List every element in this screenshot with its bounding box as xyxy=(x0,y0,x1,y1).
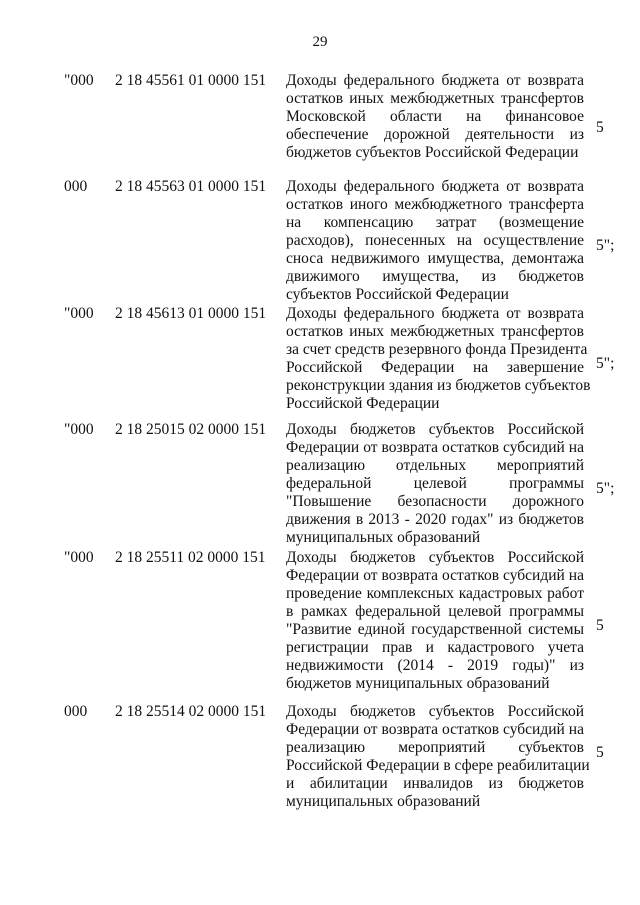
amount-value: 5 xyxy=(596,744,604,761)
description-line: недвижимости (2014 - 2019 годы)" из xyxy=(286,657,584,674)
admin-code: "000 xyxy=(64,549,94,566)
description-line: сноса недвижимого имущества, демонтажа xyxy=(286,250,584,267)
admin-code: "000 xyxy=(64,421,94,438)
income-description xyxy=(286,421,584,547)
description-line: Доходы бюджетов субъектов Российской xyxy=(286,421,584,438)
amount-value: 5"; xyxy=(596,355,615,372)
budget-classification-code: 2 18 25511 02 0000 151 xyxy=(115,549,266,566)
table-row xyxy=(0,703,640,811)
budget-classification-code: 2 18 25514 02 0000 151 xyxy=(115,703,267,720)
description-line: Доходы федерального бюджета от возврата xyxy=(286,178,584,195)
amount-value: 5"; xyxy=(596,237,615,254)
income-description xyxy=(286,72,584,162)
description-line: в рамках федеральной целевой программы xyxy=(286,603,584,620)
table-row xyxy=(0,549,640,693)
description-line: и абилитации инвалидов из бюджетов xyxy=(286,775,584,792)
description-line: федеральной целевой программы xyxy=(286,475,584,492)
description-line: Доходы бюджетов субъектов Российской xyxy=(286,703,584,720)
description-line: Московской области на финансовое xyxy=(286,108,584,125)
budget-classification-code: 2 18 45563 01 0000 151 xyxy=(115,178,267,195)
description-line: "Повышение безопасности дорожного xyxy=(286,493,584,510)
description-line: остатков иного межбюджетного трансферта xyxy=(286,196,584,213)
amount-value: 5 xyxy=(596,119,604,136)
description-line: движимого имущества, из бюджетов xyxy=(286,268,584,285)
description-line: за счет средств резервного фонда Президента xyxy=(286,341,588,358)
admin-code: 000 xyxy=(64,703,88,720)
description-line: муниципальных образований xyxy=(286,529,481,546)
description-line: расходов), понесенных на осуществление xyxy=(286,232,584,249)
page-number: 29 xyxy=(312,34,328,50)
description-line: регистрации прав и кадастрового учета xyxy=(286,639,584,656)
description-line: остатков иных межбюджетных трансфертов xyxy=(286,323,584,340)
description-line: Доходы бюджетов субъектов Российской xyxy=(286,549,584,566)
budget-classification-code: 2 18 25015 02 0000 151 xyxy=(115,421,267,438)
description-line: остатков иных межбюджетных трансфертов xyxy=(286,90,584,107)
table-row xyxy=(0,72,640,162)
admin-code: "000 xyxy=(64,305,94,322)
description-line: Российской Федерации xyxy=(286,395,440,412)
description-line: муниципальных образований xyxy=(286,793,481,810)
income-description xyxy=(286,703,590,811)
description-line: обеспечение дорожной деятельности из xyxy=(286,126,584,143)
amount-value: 5 xyxy=(596,617,604,634)
description-line: Федерации от возврата остатков субсидий на xyxy=(286,721,584,738)
description-line: бюджетов муниципальных образований xyxy=(286,675,550,692)
description-line: проведение комплексных кадастровых работ xyxy=(286,585,584,602)
amount-value: 5"; xyxy=(596,480,615,497)
description-line: бюджетов субъектов Российской Федерации xyxy=(286,144,579,161)
description-line: движения в 2013 - 2020 годах" из бюджетов xyxy=(286,511,584,528)
budget-classification-code: 2 18 45613 01 0000 151 xyxy=(115,305,267,322)
description-line: "Развитие единой государственной системы xyxy=(286,621,584,638)
budget-classification-code: 2 18 45561 01 0000 151 xyxy=(115,72,267,89)
description-line: Доходы федерального бюджета от возврата xyxy=(286,72,584,89)
description-line: реализацию отдельных мероприятий xyxy=(286,457,584,474)
description-line: реконструкции здания из бюджетов субъектов xyxy=(286,377,591,394)
description-line: субъектов Российской Федерации xyxy=(286,286,509,303)
income-description xyxy=(286,549,584,693)
description-line: реализацию мероприятий субъектов xyxy=(286,739,584,756)
admin-code: "000 xyxy=(64,72,94,89)
description-line: на компенсацию затрат (возмещение xyxy=(286,214,584,231)
table-row xyxy=(0,178,640,304)
income-description xyxy=(286,178,584,304)
description-line: Доходы федерального бюджета от возврата xyxy=(286,305,584,322)
description-line: Российской Федерации в сфере реабилитации xyxy=(286,757,590,774)
table-row xyxy=(0,421,640,547)
admin-code: 000 xyxy=(64,178,88,195)
income-description xyxy=(286,305,591,413)
table-row xyxy=(0,305,640,413)
description-line: Федерации от возврата остатков субсидий на xyxy=(286,567,584,584)
description-line: Российской Федерации на завершение xyxy=(286,359,584,376)
description-line: Федерации от возврата остатков субсидий на xyxy=(286,439,584,456)
